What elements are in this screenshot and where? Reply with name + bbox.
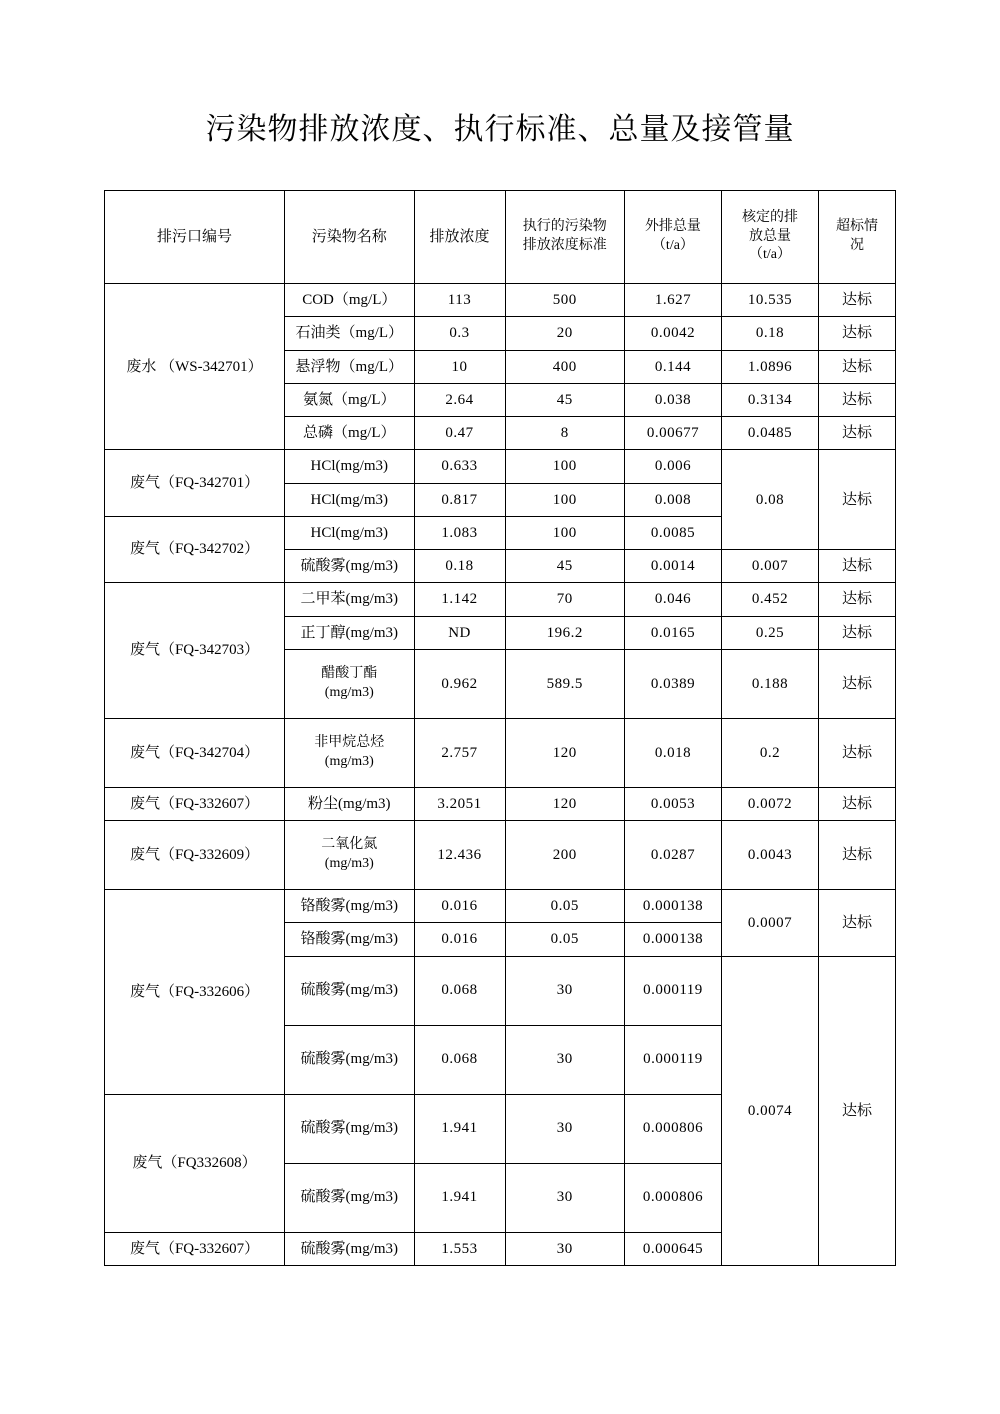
- cell-standard: 20: [505, 317, 624, 350]
- cell-pollutant-name: 粉尘(mg/m3): [285, 787, 414, 820]
- cell-approved-total: 0.0072: [721, 787, 818, 820]
- cell-emission-total: 0.0085: [624, 516, 721, 549]
- column-header-approved-total: [721, 191, 818, 284]
- emissions-table: [104, 190, 896, 1266]
- column-header-standard-line2: 排放浓度标准: [522, 238, 607, 253]
- table-header: [105, 191, 896, 284]
- cell-pollutant-name: 硫酸雾(mg/m3): [285, 1232, 414, 1265]
- table-row: [105, 583, 896, 616]
- pollutant-name-line1: 非甲烷总烃: [314, 734, 385, 750]
- cell-exceedance-status: 达标: [819, 550, 896, 583]
- cell-emission-total: 0.0014: [624, 550, 721, 583]
- column-header-pollutant-name: 污染物名称: [285, 191, 414, 284]
- cell-approved-total: 0.0485: [721, 417, 818, 450]
- table-row: [105, 284, 896, 317]
- cell-emission-total: 0.0053: [624, 787, 721, 820]
- cell-concentration: 1.941: [414, 1094, 505, 1163]
- column-header-emission-total-line1: 外排总量: [644, 219, 701, 235]
- column-header-approved-total-line1: 核定的排: [742, 209, 799, 225]
- column-header-standard: [505, 191, 624, 284]
- cell-pollutant-name: [285, 821, 414, 890]
- cell-pollutant-name: 正丁醇(mg/m3): [285, 616, 414, 649]
- cell-emission-total: 0.0042: [624, 317, 721, 350]
- cell-concentration: 1.142: [414, 583, 505, 616]
- table-row: [105, 890, 896, 923]
- cell-emission-total: 0.144: [624, 350, 721, 383]
- cell-standard: 100: [505, 450, 624, 483]
- cell-standard: 400: [505, 350, 624, 383]
- column-header-approved-total-line2: 放总量: [749, 228, 792, 244]
- cell-concentration: 10: [414, 350, 505, 383]
- cell-pollutant-name: 硫酸雾(mg/m3): [285, 550, 414, 583]
- cell-approved-total: 0.007: [721, 550, 818, 583]
- column-header-outlet-id: 排污口编号: [105, 191, 285, 284]
- cell-pollutant-name: [285, 649, 414, 718]
- cell-concentration: ND: [414, 616, 505, 649]
- cell-pollutant-name: 硫酸雾(mg/m3): [285, 1094, 414, 1163]
- cell-pollutant-name: HCl(mg/m3): [285, 450, 414, 483]
- cell-outlet-id: 废气（FQ332608）: [105, 1094, 285, 1232]
- cell-exceedance-status: 达标: [819, 616, 896, 649]
- cell-approved-total: 0.0074: [721, 956, 818, 1265]
- table-header-row: [105, 191, 896, 284]
- cell-concentration: 1.553: [414, 1232, 505, 1265]
- cell-standard: 500: [505, 284, 624, 317]
- cell-approved-total: 0.2: [721, 718, 818, 787]
- cell-outlet-id: 废气（FQ-342701）: [105, 450, 285, 517]
- cell-standard: 120: [505, 787, 624, 820]
- cell-concentration: 0.016: [414, 890, 505, 923]
- cell-emission-total: 0.0165: [624, 616, 721, 649]
- cell-concentration: 0.962: [414, 649, 505, 718]
- cell-outlet-id: 废气（FQ-332606）: [105, 890, 285, 1095]
- cell-pollutant-name: 硫酸雾(mg/m3): [285, 1025, 414, 1094]
- cell-pollutant-name: 硫酸雾(mg/m3): [285, 956, 414, 1025]
- cell-concentration: 0.068: [414, 956, 505, 1025]
- cell-emission-total: 0.038: [624, 383, 721, 416]
- cell-emission-total: 0.018: [624, 718, 721, 787]
- cell-standard: 30: [505, 956, 624, 1025]
- cell-emission-total: 0.000119: [624, 1025, 721, 1094]
- column-header-standard-line1: 执行的污染物: [522, 219, 607, 235]
- cell-exceedance-status: 达标: [819, 956, 896, 1265]
- cell-standard: 196.2: [505, 616, 624, 649]
- cell-approved-total: 0.25: [721, 616, 818, 649]
- cell-standard: 30: [505, 1094, 624, 1163]
- cell-concentration: 3.2051: [414, 787, 505, 820]
- emissions-table-container: [104, 190, 896, 1266]
- cell-concentration: 0.016: [414, 923, 505, 956]
- pollutant-name-line1: 二氧化氮: [321, 837, 378, 853]
- cell-exceedance-status: 达标: [819, 284, 896, 317]
- cell-concentration: 1.083: [414, 516, 505, 549]
- cell-emission-total: 0.008: [624, 483, 721, 516]
- cell-concentration: 0.817: [414, 483, 505, 516]
- cell-approved-total: 1.0896: [721, 350, 818, 383]
- cell-standard: 120: [505, 718, 624, 787]
- cell-standard: 8: [505, 417, 624, 450]
- cell-concentration: 2.64: [414, 383, 505, 416]
- table-row: [105, 787, 896, 820]
- cell-standard: 30: [505, 1163, 624, 1232]
- cell-exceedance-status: 达标: [819, 583, 896, 616]
- cell-standard: 589.5: [505, 649, 624, 718]
- cell-pollutant-name: 石油类（mg/L）: [285, 317, 414, 350]
- cell-exceedance-status: 达标: [819, 890, 896, 957]
- table-body: [105, 284, 896, 1266]
- cell-exceedance-status: 达标: [819, 417, 896, 450]
- cell-pollutant-name: COD（mg/L）: [285, 284, 414, 317]
- cell-exceedance-status: 达标: [819, 718, 896, 787]
- cell-concentration: 1.941: [414, 1163, 505, 1232]
- cell-exceedance-status: 达标: [819, 649, 896, 718]
- pollutant-name-line2: (mg/m3): [324, 753, 374, 769]
- cell-emission-total: 0.000806: [624, 1163, 721, 1232]
- cell-concentration: 12.436: [414, 821, 505, 890]
- cell-approved-total: 0.08: [721, 450, 818, 550]
- cell-emission-total: 0.000645: [624, 1232, 721, 1265]
- cell-standard: 200: [505, 821, 624, 890]
- cell-outlet-id: 废气（FQ-332607）: [105, 787, 285, 820]
- cell-standard: 0.05: [505, 923, 624, 956]
- cell-outlet-id: 废气（FQ-342703）: [105, 583, 285, 719]
- cell-outlet-id: 废气（FQ-342702）: [105, 516, 285, 583]
- cell-standard: 30: [505, 1025, 624, 1094]
- cell-emission-total: 1.627: [624, 284, 721, 317]
- cell-exceedance-status: 达标: [819, 821, 896, 890]
- cell-emission-total: 0.006: [624, 450, 721, 483]
- cell-standard: 45: [505, 550, 624, 583]
- cell-concentration: 0.47: [414, 417, 505, 450]
- cell-pollutant-name: HCl(mg/m3): [285, 483, 414, 516]
- cell-pollutant-name: 硫酸雾(mg/m3): [285, 1163, 414, 1232]
- cell-emission-total: 0.00677: [624, 417, 721, 450]
- cell-pollutant-name: 悬浮物（mg/L）: [285, 350, 414, 383]
- cell-emission-total: 0.000119: [624, 956, 721, 1025]
- table-row: [105, 450, 896, 483]
- cell-pollutant-name: 氨氮（mg/L）: [285, 383, 414, 416]
- cell-approved-total: 0.3134: [721, 383, 818, 416]
- column-header-exceedance-status: [819, 191, 896, 284]
- column-header-approved-total-line3: （t/a）: [749, 247, 792, 263]
- cell-emission-total: 0.046: [624, 583, 721, 616]
- column-header-exceedance-status-line2: 况: [850, 238, 865, 253]
- column-header-exceedance-status-line1: 超标情: [836, 219, 879, 235]
- cell-outlet-id: 废气（FQ-342704）: [105, 718, 285, 787]
- cell-standard: 30: [505, 1232, 624, 1265]
- cell-emission-total: 0.000138: [624, 890, 721, 923]
- cell-concentration: 2.757: [414, 718, 505, 787]
- cell-standard: 0.05: [505, 890, 624, 923]
- column-header-concentration: 排放浓度: [414, 191, 505, 284]
- pollutant-name-line2: (mg/m3): [324, 856, 374, 871]
- cell-approved-total: 10.535: [721, 284, 818, 317]
- cell-pollutant-name: HCl(mg/m3): [285, 516, 414, 549]
- cell-standard: 70: [505, 583, 624, 616]
- cell-pollutant-name: 总磷（mg/L）: [285, 417, 414, 450]
- cell-emission-total: 0.000138: [624, 923, 721, 956]
- cell-approved-total: 0.188: [721, 649, 818, 718]
- cell-concentration: 113: [414, 284, 505, 317]
- cell-pollutant-name: [285, 718, 414, 787]
- cell-concentration: 0.18: [414, 550, 505, 583]
- cell-concentration: 0.068: [414, 1025, 505, 1094]
- page-title: 污染物排放浓度、执行标准、总量及接管量: [205, 113, 795, 146]
- cell-exceedance-status: 达标: [819, 317, 896, 350]
- column-header-emission-total: [624, 191, 721, 284]
- cell-exceedance-status: 达标: [819, 450, 896, 550]
- cell-approved-total: 0.0007: [721, 890, 818, 957]
- cell-emission-total: 0.0287: [624, 821, 721, 890]
- cell-concentration: 0.633: [414, 450, 505, 483]
- cell-approved-total: 0.452: [721, 583, 818, 616]
- cell-standard: 100: [505, 483, 624, 516]
- cell-emission-total: 0.0389: [624, 649, 721, 718]
- cell-standard: 100: [505, 516, 624, 549]
- cell-pollutant-name: 铬酸雾(mg/m3): [285, 890, 414, 923]
- cell-exceedance-status: 达标: [819, 350, 896, 383]
- cell-emission-total: 0.000806: [624, 1094, 721, 1163]
- column-header-emission-total-line2: （t/a）: [651, 238, 694, 253]
- cell-outlet-id: 废气（FQ-332607）: [105, 1232, 285, 1265]
- cell-pollutant-name: 铬酸雾(mg/m3): [285, 923, 414, 956]
- cell-standard: 45: [505, 383, 624, 416]
- table-row: [105, 718, 896, 787]
- cell-concentration: 0.3: [414, 317, 505, 350]
- cell-pollutant-name: 二甲苯(mg/m3): [285, 583, 414, 616]
- pollutant-name-line1: 醋酸丁酯: [321, 665, 378, 681]
- cell-exceedance-status: 达标: [819, 787, 896, 820]
- table-row: [105, 821, 896, 890]
- pollutant-name-line2: (mg/m3): [324, 684, 374, 700]
- cell-outlet-id: 废气（FQ-332609）: [105, 821, 285, 890]
- cell-approved-total: 0.18: [721, 317, 818, 350]
- cell-outlet-id: 废水 （WS-342701）: [105, 284, 285, 450]
- cell-exceedance-status: 达标: [819, 383, 896, 416]
- cell-approved-total: 0.0043: [721, 821, 818, 890]
